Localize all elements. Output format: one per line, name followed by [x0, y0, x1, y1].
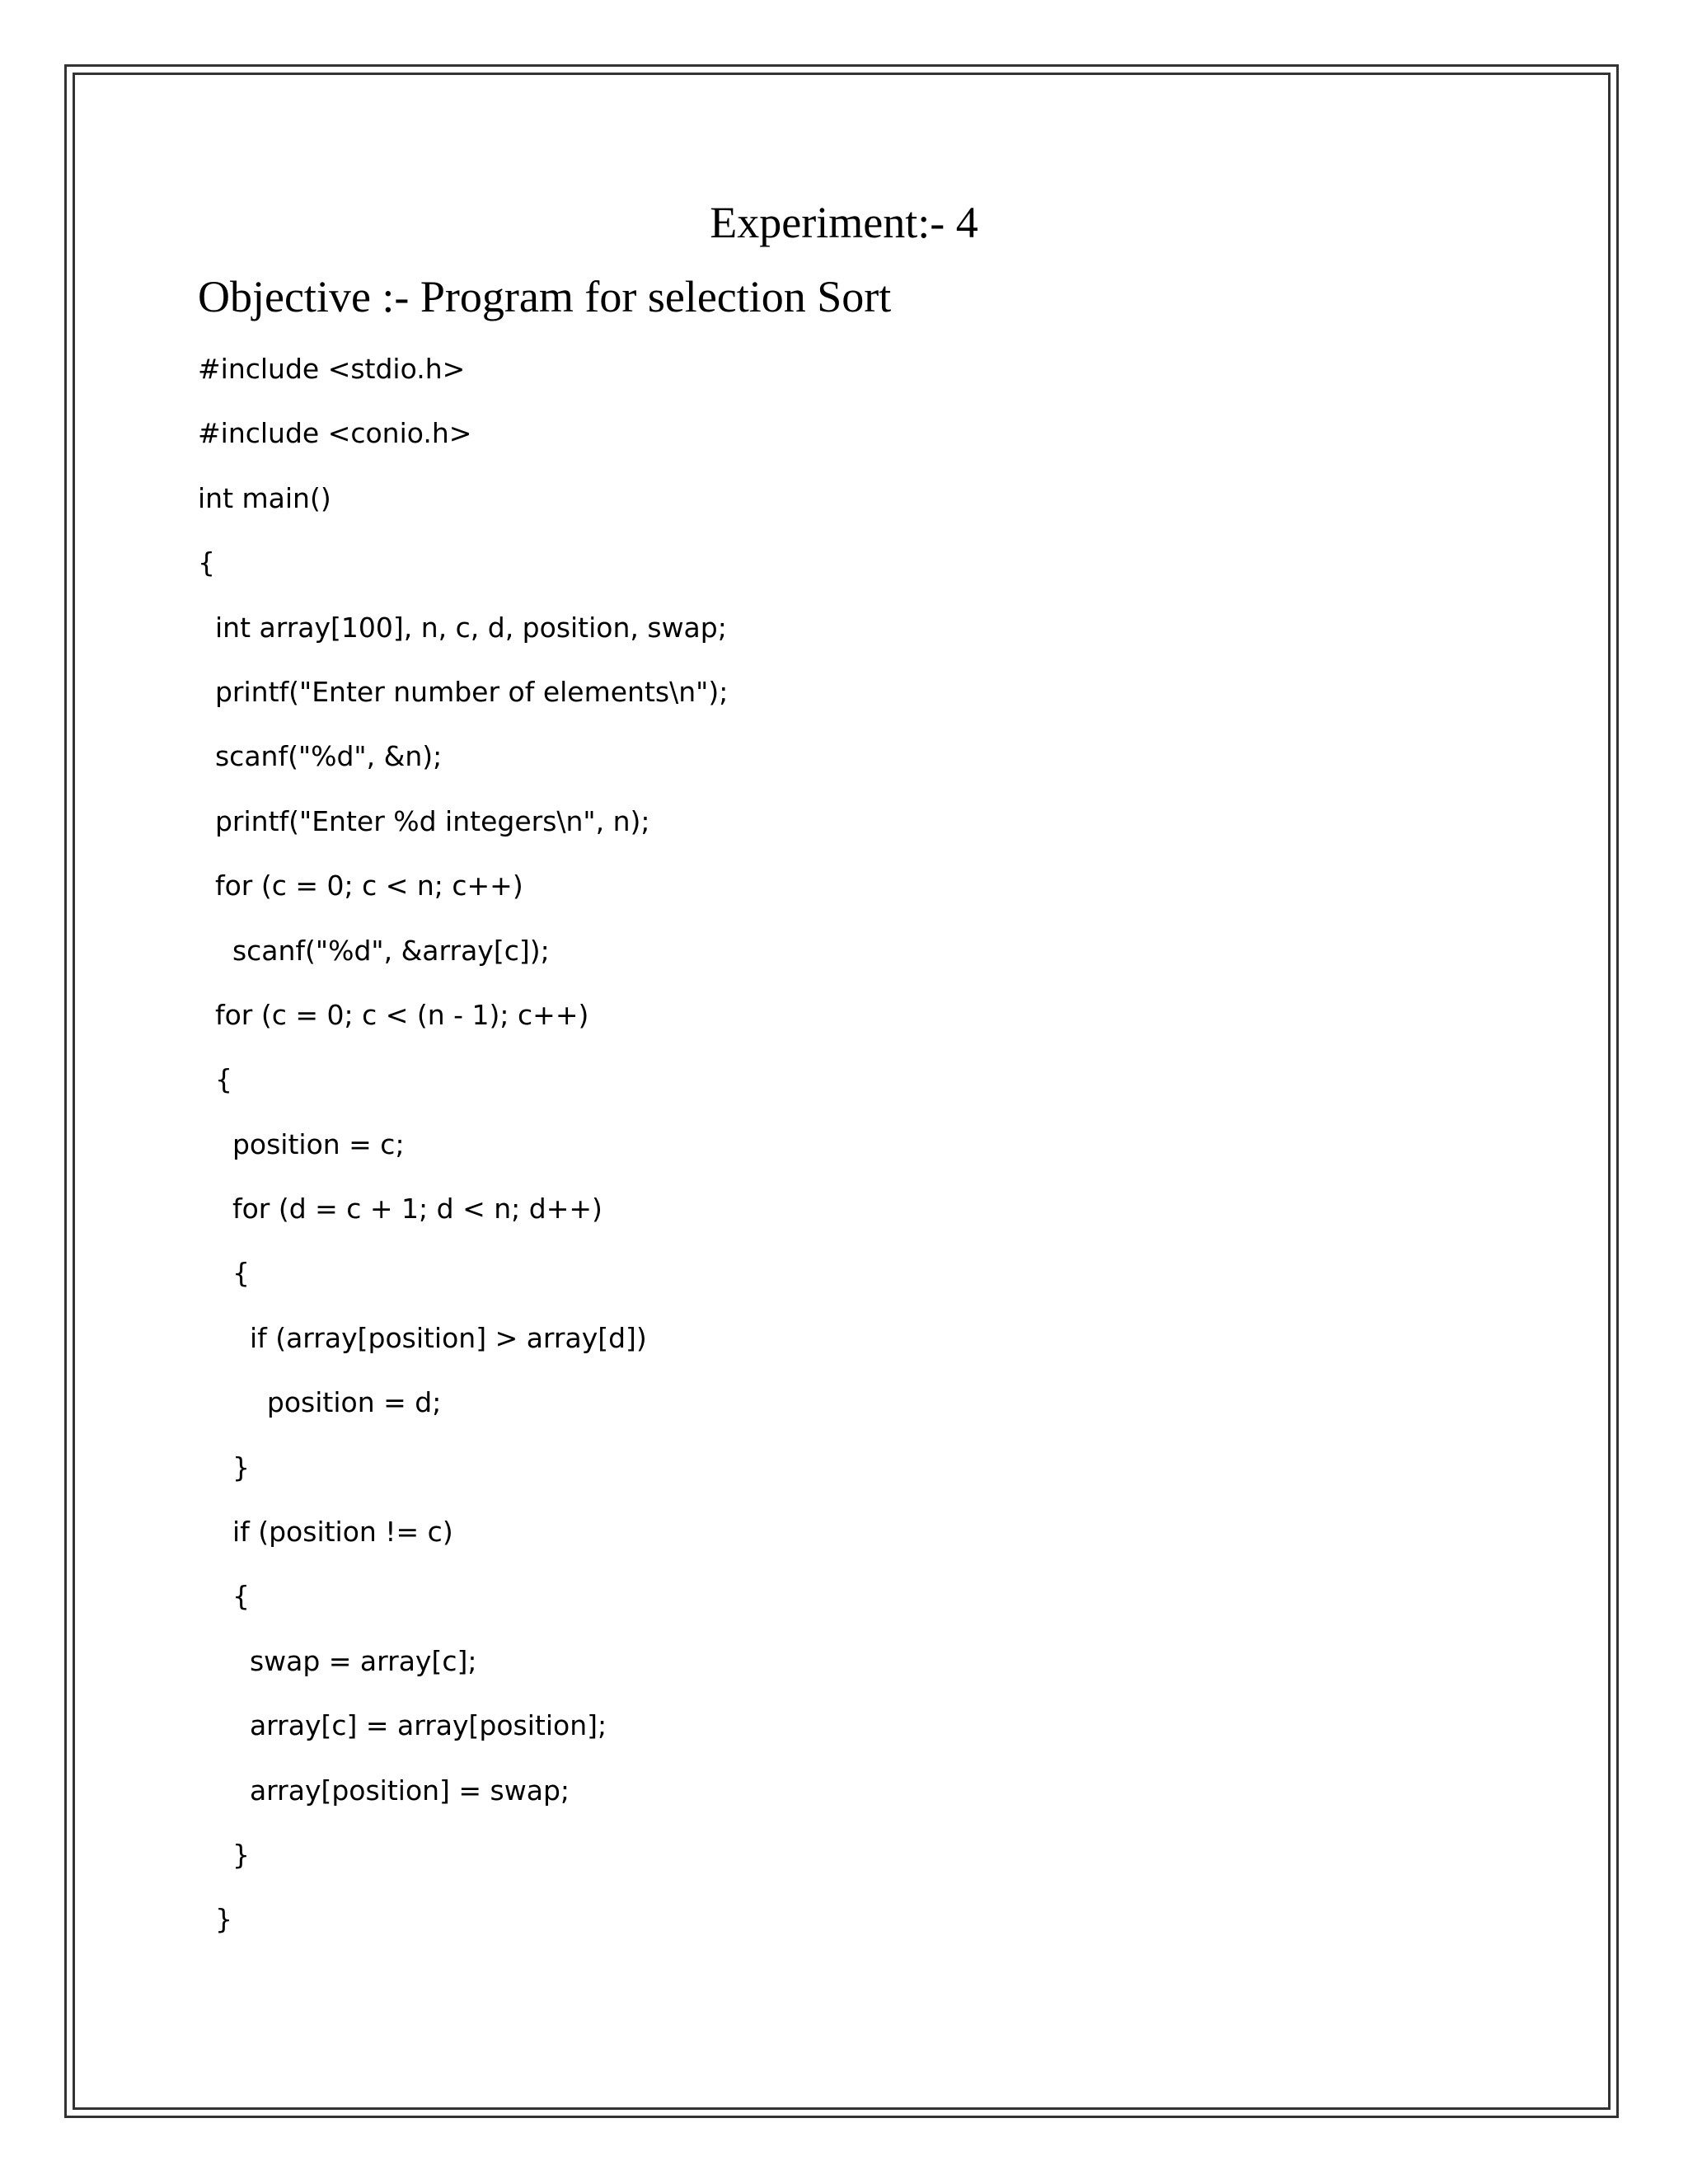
code-line: #include <conio.h> — [198, 417, 472, 450]
code-listing — [198, 353, 728, 1968]
code-line: for (c = 0; c < (n - 1); c++) — [198, 998, 589, 1031]
code-line: array[c] = array[position]; — [198, 1709, 607, 1742]
code-line: for (d = c + 1; d < n; d++) — [198, 1193, 603, 1226]
code-line: for (c = 0; c < n; c++) — [198, 869, 523, 902]
code-line: int array[100], n, c, d, position, swap; — [198, 611, 727, 644]
code-line: position = d; — [198, 1386, 442, 1419]
code-line: scanf("%d", &array[c]); — [198, 934, 550, 967]
code-line: } — [198, 1903, 232, 1936]
code-line: if (position != c) — [198, 1516, 453, 1549]
code-line: #include <stdio.h> — [198, 353, 466, 385]
code-line: swap = array[c]; — [198, 1644, 477, 1677]
code-line: { — [198, 546, 215, 579]
code-line: scanf("%d", &n); — [198, 740, 443, 773]
code-line: position = c; — [198, 1127, 405, 1160]
code-line: printf("Enter number of elements\n"); — [198, 675, 729, 708]
code-line: { — [198, 1580, 250, 1613]
code-line: int main() — [198, 481, 331, 514]
code-line: { — [198, 1257, 250, 1290]
code-line: array[position] = swap; — [198, 1774, 570, 1807]
code-line: { — [198, 1063, 232, 1096]
objective-heading: Objective :- Program for selection Sort — [198, 272, 892, 321]
code-line: } — [198, 1838, 250, 1871]
code-line: printf("Enter %d integers\n", n); — [198, 804, 650, 837]
experiment-title: Experiment:- 4 — [710, 198, 978, 247]
code-line: } — [198, 1451, 250, 1483]
code-line: if (array[position] > array[d]) — [198, 1321, 647, 1354]
